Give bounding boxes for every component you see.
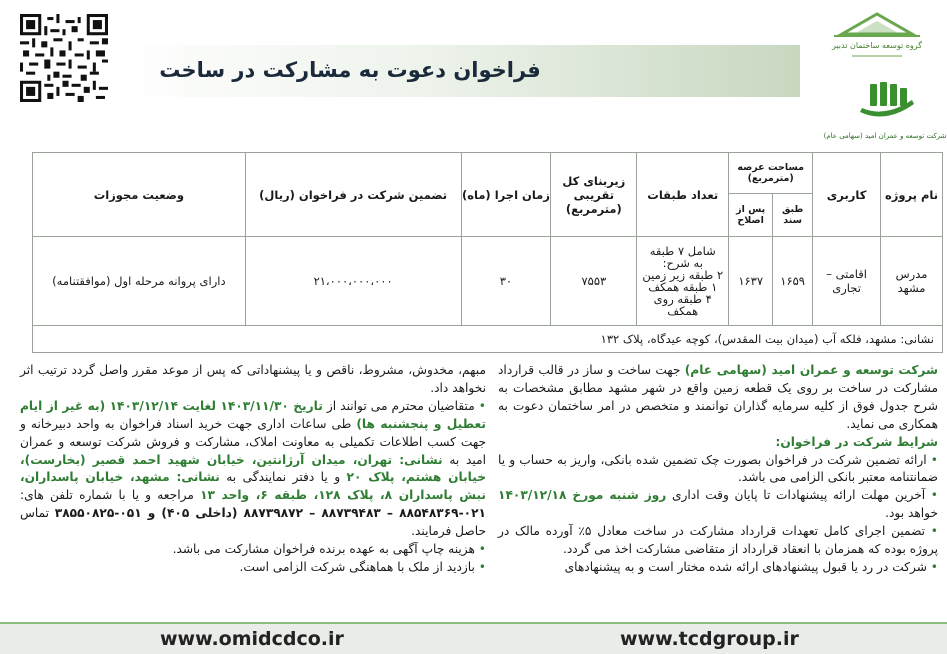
bullet-icon: •	[474, 559, 486, 574]
table-header-row	[33, 153, 943, 194]
tehran-address: تهران، میدان آرژانتین، خیابان شهید احمد قصیر (بخارست)، خیابان هشتم، پلاک ۲۰	[20, 452, 486, 485]
condition-text: هزینه چاپ آگهی به عهده برنده فراخوان مشارکت می باشد.	[172, 542, 475, 557]
th-area: مساحت عرصه (مترمربع)	[729, 153, 813, 194]
cell-duration: ۳۰	[461, 237, 551, 326]
cell-usage: اقامتی – تجاری	[813, 237, 881, 326]
condition-text: متقاضیان محترم می توانند از	[322, 398, 475, 413]
condition-text: ارائه تضمین شرکت در فراخوان بصورت چک تضمین شده بانکی، واریز به حساب و یا ضمانتنامه معتبر بانکی الزامی می باشد.	[498, 452, 938, 485]
bullet-icon: •	[925, 488, 938, 503]
condition-text: تضمین اجرای کامل تعهدات قرارداد مشارکت در ساخت معادل ۵٪ آورده مالک در پروژه بوده که همزمان با انعقاد قرارداد از متقاضی مشارکت اخذ می گردد.	[498, 524, 938, 557]
condition-item	[498, 523, 938, 559]
condition-item	[20, 398, 486, 541]
page-title: فراخوان دعوت به مشارکت در ساخت	[159, 58, 541, 82]
cell-area-after: ۱۶۳۷	[729, 237, 773, 326]
intro-text: جهت ساخت و ساز در قالب قرارداد مشارکت در ساخت بر روی یک قطعه زمین واقع در شهر مشهد مطابق مشخصات به شرح جدول فوق از کلیه سرمایه گذاران توانمند و متخصص در امر ساختمان دعوت به همکاری می نماید.	[498, 363, 938, 431]
bullet-icon: •	[926, 559, 938, 574]
condition-item	[498, 559, 938, 577]
th-duration: زمان اجرا (ماه)	[461, 153, 551, 237]
qr-code-icon	[20, 14, 108, 102]
cell-guarantee: ۲۱،۰۰۰،۰۰۰،۰۰۰	[245, 237, 461, 326]
cell-project: مدرس مشهد	[881, 237, 943, 326]
floors-line: ۴ طبقه روی همکف	[653, 292, 712, 318]
cell-infra: ۷۵۵۳	[551, 237, 637, 326]
website-link-omid[interactable]: www.omidcdco.ir	[160, 628, 344, 650]
th-project: نام پروژه	[881, 153, 943, 237]
th-permits: وضعیت مجوزات	[33, 153, 246, 237]
address-label: نشانی:	[399, 452, 443, 467]
omid-logo-text: شرکت توسعه و عمران امید (سهامی عام)	[823, 132, 947, 140]
tcd-logo-text: گروه توسعه ساختمان تدبیر	[831, 41, 923, 50]
left-text-column	[20, 362, 486, 577]
project-address: نشانی: مشهد، فلکه آب (میدان بیت المقدس)، کوچه عیدگاه، پلاک ۱۳۲	[33, 326, 943, 353]
address-label: نشانی:	[176, 470, 220, 485]
address-row	[33, 326, 943, 353]
mashhad-address: مشهد، خیابان پاسداران، نبش پاسداران ۸، پلاک ۱۲۸، طبقه ۶، واحد ۱۳	[20, 470, 487, 503]
website-link-tcd[interactable]: www.tcdgroup.ir	[620, 628, 799, 650]
th-floors: تعداد طبقات	[637, 153, 729, 237]
condition-text: بازدید از ملک با هماهنگی شرکت الزامی است.	[239, 559, 475, 574]
cell-permits: دارای پروانه مرحله اول (موافقتنامه)	[33, 237, 246, 326]
th-guarantee: تضمین شرکت در فراخوان (ریال)	[245, 153, 461, 237]
tcd-group-logo	[822, 8, 932, 66]
condition-text: مراجعه و یا با شماره تلفن های:	[20, 488, 201, 503]
company-name: شرکت توسعه و عمران امید (سهامی عام)	[684, 363, 938, 377]
cell-area-deed: ۱۶۵۹	[773, 237, 813, 326]
condition-item	[498, 452, 938, 488]
continuation-paragraph: مبهم، مخدوش، مشروط، ناقص و یا پیشنهاداتی که پس از موعد مقرر واصل گردد ترتیب اثر نخواهد داد.	[20, 363, 486, 395]
bullet-icon: •	[926, 452, 938, 467]
condition-item	[498, 487, 938, 523]
condition-text: طی ساعات اداری جهت خرید اسناد فراخوان به واحد دبیرخانه و جهت کسب اطلاعات تکمیلی به معاونت املاک، مشارکت و فروش شرکت توسعه و عمران امید به	[20, 416, 486, 467]
floors-line: ۲ طبقه زیر زمین	[642, 268, 724, 282]
deadline-highlight: روز شنبه مورخ ۱۴۰۳/۱۲/۱۸	[498, 488, 667, 503]
cell-floors	[637, 237, 729, 326]
bullet-icon: •	[474, 542, 486, 557]
floors-line: شامل ۷ طبقه	[649, 244, 716, 258]
condition-text: آخرین مهلت ارائه پیشنهادات تا پایان وقت اداری	[666, 488, 926, 503]
th-usage: کاربری	[813, 153, 881, 237]
th-area-after: پس از اصلاح	[729, 194, 773, 237]
condition-text: و یا دفتر نمایندگی به	[219, 470, 347, 485]
condition-text: خواهد بود.	[885, 506, 938, 521]
date-range-highlight: تاریخ ۱۴۰۳/۱۱/۳۰ لغایت ۱۴۰۳/۱۲/۱۴ (به غیر از ایام تعطیل و پنجشنبه ها)	[20, 398, 486, 431]
condition-text: شرکت در رد یا قبول پیشنهادهای ارائه شده مختار است و به پیشنهادهای	[564, 559, 927, 574]
floors-line: ۱ طبقه همکف	[648, 280, 718, 294]
th-area-deed: طبق سند	[773, 194, 813, 237]
condition-item	[20, 559, 486, 577]
right-text-column	[498, 362, 938, 577]
footer-band	[0, 624, 947, 654]
conditions-title: شرایط شرکت در فراخوان:	[775, 434, 938, 449]
th-infra: زیربنای کل تقریبی (مترمربع)	[551, 153, 637, 237]
bullet-icon: •	[925, 524, 938, 539]
condition-text: تماس حاصل فرمایند.	[20, 506, 486, 539]
intro-paragraph	[498, 362, 938, 434]
floors-line: به شرح:	[662, 256, 703, 270]
omid-company-logo	[823, 78, 947, 160]
project-table	[32, 152, 943, 353]
bullet-icon: •	[474, 398, 486, 413]
phone-numbers: ۰۲۱-۸۸۵۴۸۳۶۹ – ۸۸۷۳۹۴۸۳ – ۸۸۷۳۹۸۷۲ (داخلی ۴۰۵) و ۰۵۱-۳۸۵۵۰۸۲۵	[54, 506, 486, 521]
condition-item	[20, 541, 486, 559]
table-row	[33, 237, 943, 326]
